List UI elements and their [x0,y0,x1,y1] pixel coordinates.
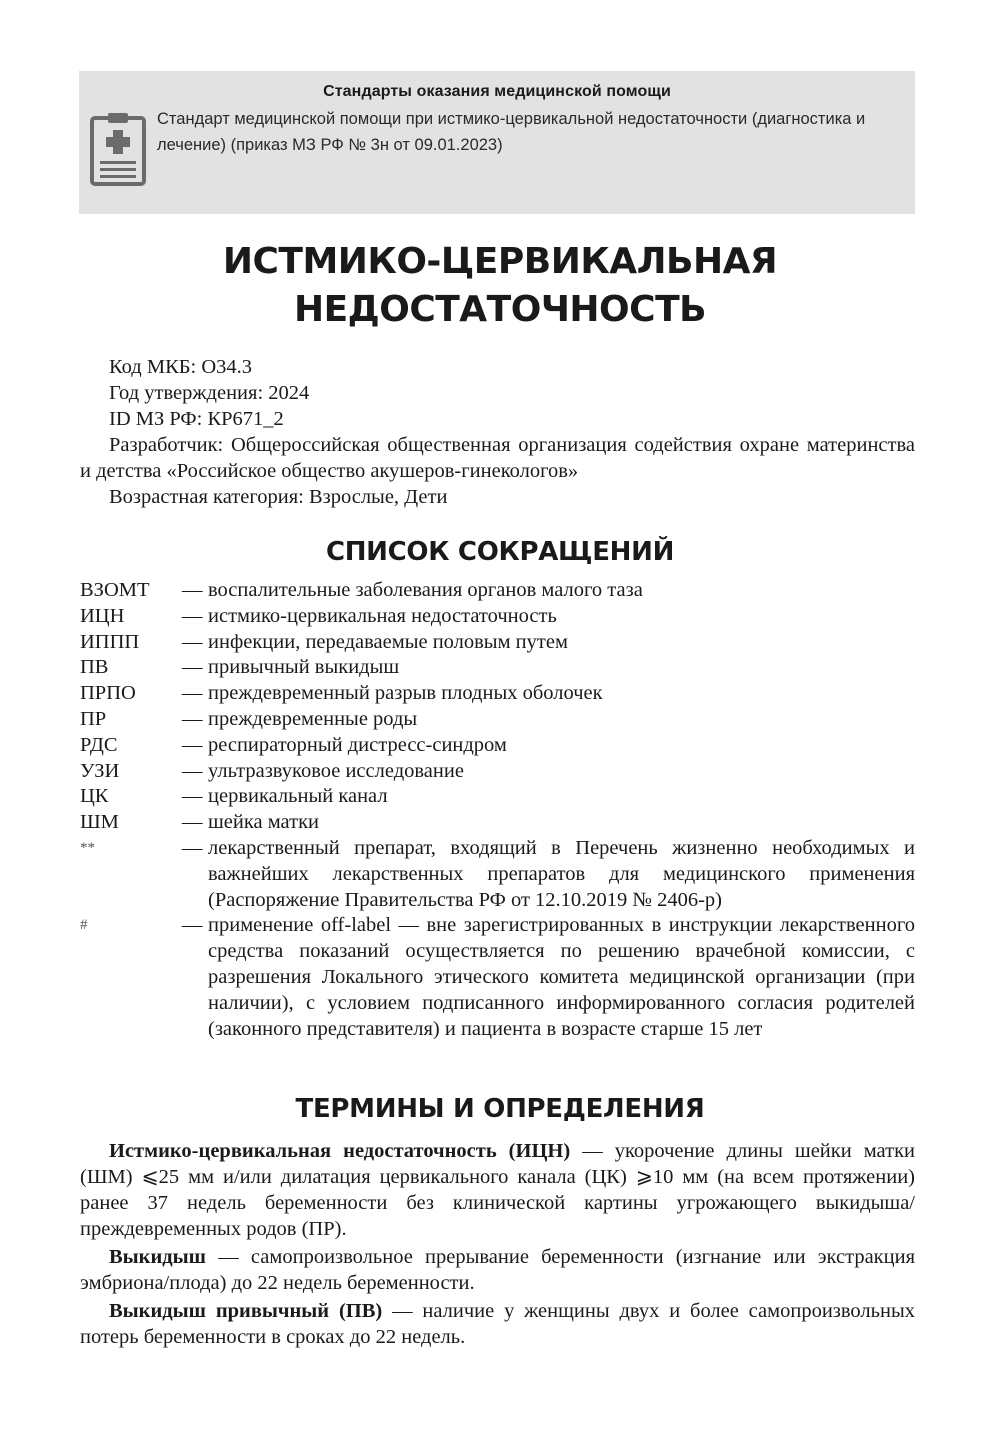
abbr-dash: — [182,914,203,937]
banner-text: Стандарт медицинской помощи при истмико-цервикальной недостаточности (диагностика и лечение) (приказ МЗ РФ № 3н от 09.01.2023) [157,110,866,154]
abbr-code: ЦК [80,785,109,808]
list-item [80,810,915,836]
abbr-code: ПР [80,707,107,730]
term-name: Выкидыш привычный (ПВ) [109,1300,383,1322]
abbreviations-heading: СПИСОК СОКРАЩЕНИЙ [325,537,675,567]
abbr-dash: — [182,604,203,627]
term-paragraph [80,1244,915,1296]
term-paragraph [80,1138,915,1242]
term-definition: — самопроизвольное прерывание беременности (изгнание или экстракция эмбриона/плода) до 22 недель беременности. [80,1246,915,1294]
list-item [80,707,915,733]
abbr-definition: инфекции, передаваемые половым путем [208,630,568,653]
abbr-code: ** [80,839,95,856]
list-item [80,681,915,707]
abbr-dash: — [182,579,203,601]
abbr-definition: лекарственный препарат, входящий в Перечень жизненно необходимых и важнейших лекарственных препаратов для медицинского применения (Распоряжение Правительства РФ от 12.10.2019 № 2406-р) [208,836,915,911]
terms-list [80,1138,915,1352]
abbr-definition: преждевременные роды [208,707,418,730]
title-line-1: ИСТМИКО-ЦЕРВИКАЛЬНАЯ [222,241,778,282]
approval-year: Год утверждения: 2024 [109,382,310,404]
abbr-dash: — [182,785,203,808]
list-item [80,630,915,656]
banner-title: Стандарты оказания медицинской помощи [323,83,671,100]
document-title [0,238,1000,334]
abbr-code: УЗИ [80,759,120,782]
abbreviations-list [80,578,915,1042]
clipboard-medical-icon [89,110,147,188]
term-definition: — укорочение длины шейки матки (ШМ) ⩽25 мм и/или дилатация цервикального канала (ЦК) ⩾10 мм (на всем протяжении) ранее 37 недель беременности без клинической картины угрожающего выкидыша/преждевременных родов (ПР). [80,1140,915,1240]
age-category: Возрастная категория: Взрослые, Дети [109,486,448,508]
list-item [80,733,915,759]
abbr-code: ВЗОМТ [80,579,150,601]
term-name: Истмико-цервикальная недостаточность (ИЦН) [109,1140,571,1162]
abbr-code: ПРПО [80,682,136,705]
abbr-dash: — [182,707,203,730]
title-line-2: НЕДОСТАТОЧНОСТЬ [293,289,707,330]
abbr-dash: — [182,836,203,859]
abbr-dash: — [182,733,203,756]
abbr-definition: истмико-цервикальная недостаточность [208,604,557,627]
abbr-definition: преждевременный разрыв плодных оболочек [208,682,603,705]
list-item [80,604,915,630]
abbr-code: ШМ [80,811,119,834]
abbr-definition: респираторный дистресс-синдром [208,733,507,756]
abbr-definition: ультразвуковое исследование [208,759,464,782]
abbr-definition: привычный выкидыш [208,656,400,679]
list-item [80,784,915,810]
icd-code: Код МКБ: O34.3 [109,356,253,378]
term-paragraph [80,1298,915,1350]
abbr-definition: цервикальный канал [208,785,388,808]
abbr-code: ИППП [80,630,140,653]
developer: Разработчик: Общероссийская общественная организация содействия охране материнства и детства «Российское общество акушеров-гинекологов» [80,434,915,482]
abbr-code: ПВ [80,656,109,679]
abbr-code: # [80,917,88,934]
abbr-dash: — [182,811,203,834]
abbr-dash: — [182,682,203,705]
abbr-definition: воспалительные заболевания органов малого таза [208,579,643,601]
abbr-definition: шейка матки [208,811,320,834]
terms-heading: ТЕРМИНЫ И ОПРЕДЕЛЕНИЯ [295,1094,705,1124]
list-item [80,913,915,1042]
abbr-dash: — [182,656,203,679]
abbr-code: РДС [80,733,118,756]
abbr-definition: применение off-label — вне зарегистрированных в инструкции лекарственного средства показаний осуществляется по решению врачебной комиссии, с разрешения Локального этического комитета медицинской организации (при наличии), с условием подписанного информированного согласия родителей (законного представителя) и пациента в возрасте старше 15 лет [208,914,915,1040]
list-item [80,759,915,785]
mz-id: ID МЗ РФ: КР671_2 [109,408,284,430]
abbr-dash: — [182,630,203,653]
abbr-dash: — [182,759,203,782]
list-item [80,578,915,604]
document-meta [80,354,915,510]
list-item [80,655,915,681]
list-item [80,836,915,913]
standards-banner [79,71,915,214]
term-definition: — наличие у женщины двух и более самопроизвольных потерь беременности в сроках до 22 недель. [80,1300,915,1348]
term-name: Выкидыш [109,1246,206,1268]
abbr-code: ИЦН [80,604,125,627]
